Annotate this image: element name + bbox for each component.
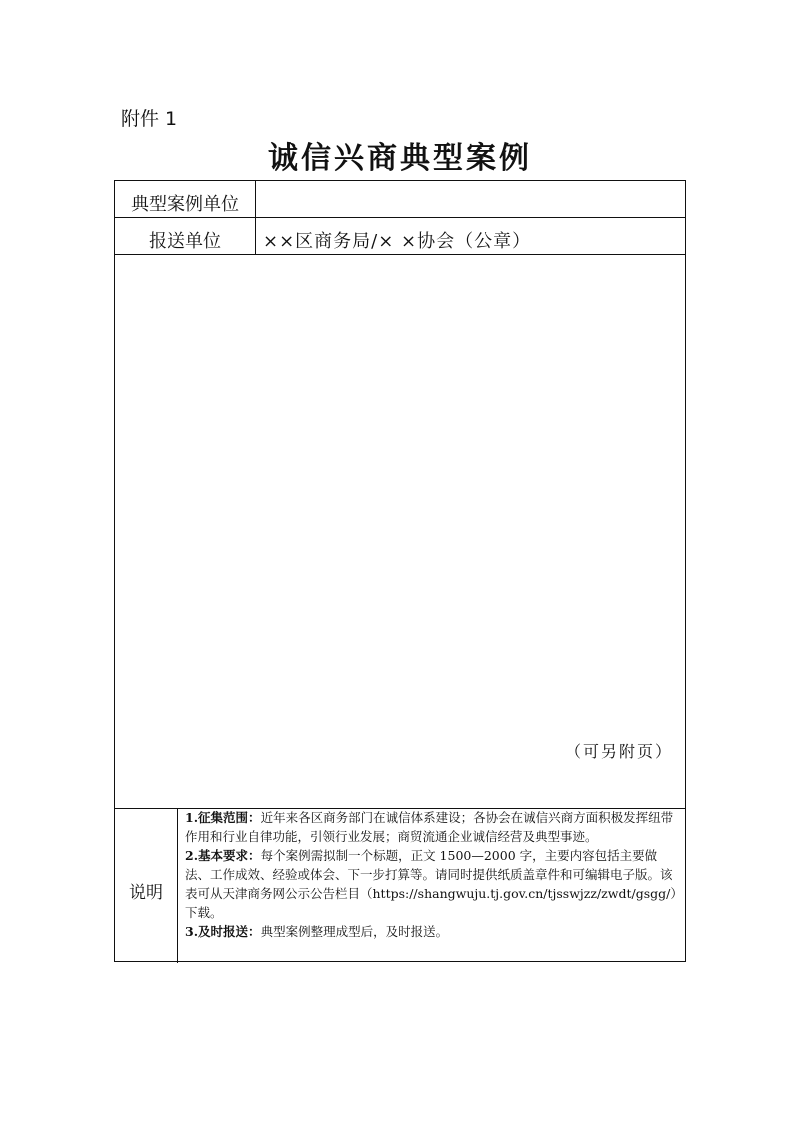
- case-form: [114, 180, 686, 962]
- note-title: 2.基本要求：: [185, 848, 261, 863]
- case-unit-field[interactable]: [263, 190, 663, 212]
- note-text: 典型案例整理成型后，及时报送。: [260, 924, 449, 939]
- submitting-unit-value: ××区商务局/× ×协会（公章）: [263, 231, 532, 252]
- column-divider: [255, 181, 256, 254]
- extra-pages-note: （可另附页）: [564, 742, 673, 761]
- notes-label: 说明: [129, 883, 163, 903]
- row-divider: [115, 217, 685, 218]
- row-divider: [115, 254, 685, 255]
- note-text: 近年来各区商务部门在诚信体系建设；各协会在诚信兴商方面积极发挥纽带作用和行业自律功能，引领行业发展；商贸流通企业诚信经营及典型事迹。: [185, 810, 674, 844]
- note-title: 3.及时报送：: [185, 924, 261, 939]
- note-text: 每个案例需拟制一个标题，正文 1500—2000 字，主要内容包括主要做法、工作成效、经验或体会、下一步打算等。请同时提供纸质盖章件和可编辑电子版。该表可从天津商务网公示公告栏目（https://shangwuju.tj.gov.cn/tjsswjzz/zwdt/gsgg/）下载。: [185, 848, 677, 920]
- submitting-unit-label: 报送单位: [149, 231, 221, 252]
- attachment-label: 附件 1: [121, 108, 178, 130]
- document-title: 诚信兴商典型案例: [268, 141, 532, 176]
- notes-list: [185, 808, 681, 941]
- column-divider: [177, 808, 178, 963]
- case-unit-label: 典型案例单位: [131, 194, 239, 215]
- note-title: 1.征集范围：: [185, 810, 261, 825]
- note-item-scope: [185, 808, 681, 846]
- note-item-submission: [185, 922, 681, 941]
- note-item-requirements: [185, 846, 681, 922]
